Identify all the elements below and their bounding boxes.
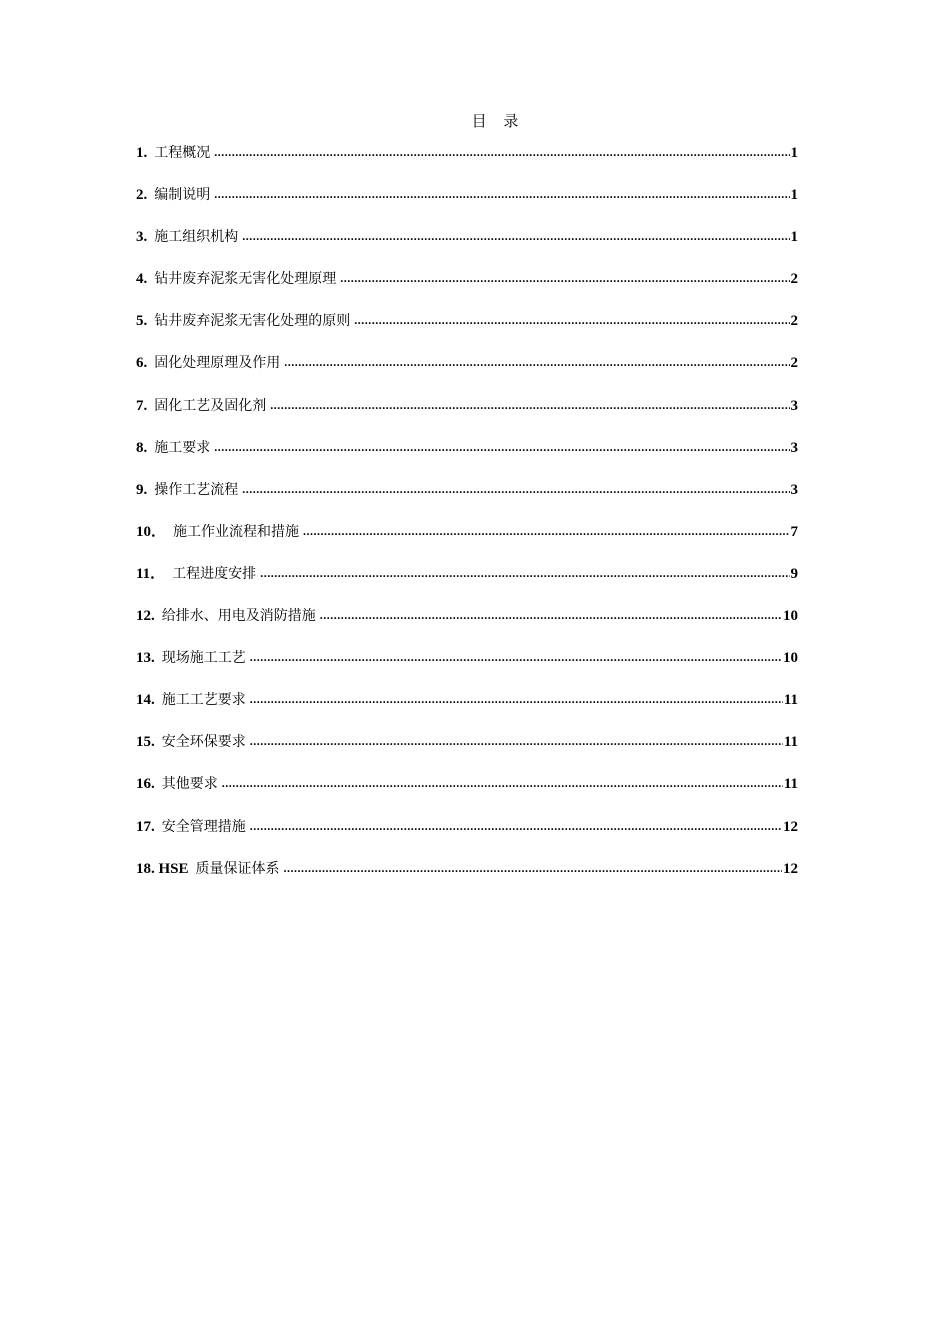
toc-entry-page: 1 — [790, 229, 798, 246]
toc-entry-title: 质量保证体系 — [195, 860, 280, 877]
toc-leader-dots — [303, 520, 789, 542]
toc-entry-number: 17. — [136, 818, 155, 835]
toc-entry-title: 编制说明 — [154, 187, 211, 204]
toc-entry-page: 2 — [790, 355, 798, 372]
toc-leader-dots — [242, 225, 789, 247]
toc-entry-number: 9. — [136, 481, 148, 498]
toc-entry-number: 12. — [136, 608, 155, 625]
toc-leader-dots — [214, 436, 789, 458]
toc-entry-title: 给排水、用电及消防措施 — [161, 608, 316, 625]
toc-leader-dots — [340, 267, 789, 289]
toc-entry-page: 1 — [790, 187, 798, 204]
toc-entry-title: 施工组织机构 — [154, 229, 239, 246]
toc-entry-page: 12 — [783, 818, 798, 835]
toc-entry-page: 9 — [790, 565, 798, 582]
toc-entry-title: 钻井废弃泥浆无害化处理的原则 — [154, 313, 351, 330]
toc-entry-title: 施工要求 — [154, 439, 211, 456]
toc-leader-dots — [242, 478, 789, 500]
toc-entry-title: 固化工艺及固化剂 — [154, 397, 267, 414]
toc-leader-dots — [270, 394, 789, 416]
toc-leader-dots — [284, 857, 782, 879]
toc-entry[interactable] — [136, 647, 798, 689]
toc-entry-number: 3. — [136, 229, 148, 246]
toc-entry[interactable] — [136, 773, 798, 815]
toc-entry-number: 18. HSE — [136, 860, 189, 877]
toc-entry[interactable] — [136, 521, 798, 563]
toc-entry[interactable] — [136, 689, 798, 731]
toc-entry-number: 1. — [136, 145, 148, 161]
toc-entry-title: 工程概况 — [154, 145, 211, 161]
toc-entry-title: 安全环保要求 — [161, 734, 246, 751]
toc-leader-dots — [260, 562, 789, 584]
toc-entry-number: 8. — [136, 439, 148, 456]
toc-leader-dots — [214, 141, 789, 163]
toc-entry[interactable] — [136, 437, 798, 479]
toc-entry[interactable] — [136, 142, 798, 184]
toc-entry[interactable] — [136, 816, 798, 858]
toc-entry-page: 3 — [790, 397, 798, 414]
toc-entry-page: 11 — [783, 776, 798, 793]
toc-list — [136, 142, 798, 900]
toc-entry-title: 安全管理措施 — [161, 818, 246, 835]
toc-entry-number: 4. — [136, 271, 148, 288]
toc-entry-title: 钻井废弃泥浆无害化处理原理 — [154, 271, 337, 288]
toc-entry-page: 3 — [790, 481, 798, 498]
toc-entry-page: 11 — [783, 692, 798, 709]
toc-entry-title: 施工工艺要求 — [161, 692, 246, 709]
toc-entry-title: 施工作业流程和措施 — [173, 523, 300, 540]
toc-entry-number: 10． — [136, 523, 167, 540]
toc-entry-number: 2. — [136, 187, 148, 204]
toc-entry-title: 固化处理原理及作用 — [154, 355, 281, 372]
toc-leader-dots — [250, 688, 783, 710]
toc-entry[interactable] — [136, 226, 798, 268]
toc-entry-number: 16. — [136, 776, 155, 793]
toc-entry-number: 6. — [136, 355, 148, 372]
toc-entry-number: 11． — [136, 565, 166, 582]
toc-entry[interactable] — [136, 395, 798, 437]
toc-entry[interactable] — [136, 858, 798, 900]
toc-entry[interactable] — [136, 731, 798, 773]
toc-entry-page: 10 — [783, 608, 798, 625]
toc-leader-dots — [320, 604, 782, 626]
toc-entry[interactable] — [136, 479, 798, 521]
toc-entry[interactable] — [136, 605, 798, 647]
toc-entry-title: 工程进度安排 — [172, 565, 257, 582]
toc-entry-title: 现场施工工艺 — [161, 650, 246, 667]
toc-entry[interactable] — [136, 563, 798, 605]
toc-entry-number: 7. — [136, 397, 148, 414]
toc-entry-number: 14. — [136, 692, 155, 709]
toc-leader-dots — [284, 351, 789, 373]
toc-entry-page: 2 — [790, 271, 798, 288]
toc-entry-title: 操作工艺流程 — [154, 481, 239, 498]
toc-entry[interactable] — [136, 352, 798, 394]
toc-entry[interactable] — [136, 268, 798, 310]
toc-entry-number: 5. — [136, 313, 148, 330]
toc-entry-page: 12 — [783, 860, 798, 877]
toc-leader-dots — [354, 309, 789, 331]
toc-leader-dots — [250, 646, 782, 668]
toc-entry-number: 15. — [136, 734, 155, 751]
toc-title: 目 录 — [471, 112, 525, 130]
toc-leader-dots — [250, 730, 783, 752]
toc-entry[interactable] — [136, 310, 798, 352]
toc-entry-page: 3 — [790, 439, 798, 456]
toc-entry-number: 13. — [136, 650, 155, 667]
toc-entry-page: 7 — [790, 523, 798, 540]
toc-entry-title: 其他要求 — [161, 776, 218, 793]
toc-entry-page: 1 — [790, 145, 798, 161]
toc-entry[interactable] — [136, 184, 798, 226]
toc-leader-dots — [222, 772, 783, 794]
toc-leader-dots — [250, 815, 782, 837]
toc-entry-page: 2 — [790, 313, 798, 330]
toc-leader-dots — [214, 183, 789, 205]
toc-entry-page: 10 — [783, 650, 798, 667]
toc-entry-page: 11 — [783, 734, 798, 751]
